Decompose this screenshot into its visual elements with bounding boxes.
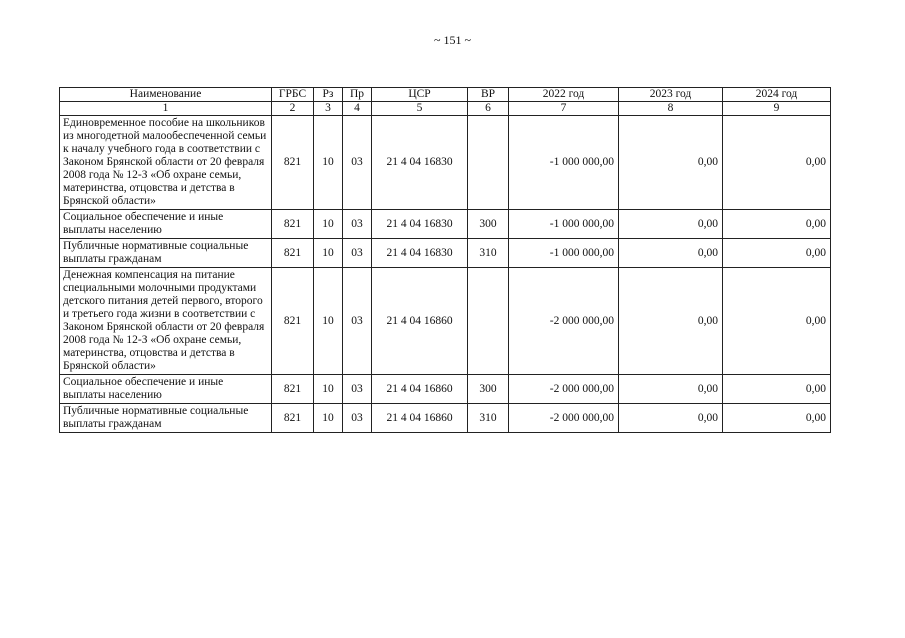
row-name: Единовременное пособие на школьников из многодетной малообеспеченной семьи к началу учебного года в соответствии с Законом Брянской области от 20 февраля 2008 года № 12-З «Об охране семьи, материнства, отцовства и детства в Брянской области» bbox=[60, 116, 272, 210]
row-rz: 10 bbox=[314, 116, 343, 210]
row-2023: 0,00 bbox=[619, 404, 723, 433]
header-pr: Пр bbox=[343, 88, 372, 102]
row-vr: 310 bbox=[468, 239, 509, 268]
row-csr: 21 4 04 16830 bbox=[372, 210, 468, 239]
header-name: Наименование bbox=[60, 88, 272, 102]
row-grbs: 821 bbox=[272, 239, 314, 268]
row-name: Денежная компенсация на питание специальными молочными продуктами детского питания детей первого, второго и третьего года жизни в соответствии с Законом Брянской области от 20 февраля 2008 года № 12-З «Об охране семьи, материнства, отцовства и детства в Брянской области» bbox=[60, 268, 272, 375]
budget-table bbox=[59, 87, 831, 433]
row-2022: -1 000 000,00 bbox=[509, 210, 619, 239]
page-number: ~ 151 ~ bbox=[434, 33, 471, 47]
row-rz: 10 bbox=[314, 239, 343, 268]
header-vr: ВР bbox=[468, 88, 509, 102]
row-2023: 0,00 bbox=[619, 268, 723, 375]
row-2023: 0,00 bbox=[619, 210, 723, 239]
column-number: 8 bbox=[619, 102, 723, 116]
header-row bbox=[60, 88, 831, 102]
row-pr: 03 bbox=[343, 375, 372, 404]
row-grbs: 821 bbox=[272, 404, 314, 433]
row-2023: 0,00 bbox=[619, 116, 723, 210]
row-pr: 03 bbox=[343, 239, 372, 268]
column-number: 5 bbox=[372, 102, 468, 116]
row-2024: 0,00 bbox=[723, 375, 831, 404]
row-2023: 0,00 bbox=[619, 375, 723, 404]
table-row bbox=[60, 404, 831, 433]
row-vr: 310 bbox=[468, 404, 509, 433]
row-grbs: 821 bbox=[272, 210, 314, 239]
row-2024: 0,00 bbox=[723, 210, 831, 239]
column-number: 7 bbox=[509, 102, 619, 116]
row-vr bbox=[468, 116, 509, 210]
table-row bbox=[60, 116, 831, 210]
row-grbs: 821 bbox=[272, 116, 314, 210]
row-rz: 10 bbox=[314, 210, 343, 239]
row-rz: 10 bbox=[314, 268, 343, 375]
column-number-row bbox=[60, 102, 831, 116]
row-2022: -1 000 000,00 bbox=[509, 239, 619, 268]
header-csr: ЦСР bbox=[372, 88, 468, 102]
row-vr: 300 bbox=[468, 375, 509, 404]
row-vr bbox=[468, 268, 509, 375]
table-row bbox=[60, 375, 831, 404]
header-2024: 2024 год bbox=[723, 88, 831, 102]
row-2022: -2 000 000,00 bbox=[509, 375, 619, 404]
row-2023: 0,00 bbox=[619, 239, 723, 268]
table-row bbox=[60, 210, 831, 239]
row-pr: 03 bbox=[343, 210, 372, 239]
row-csr: 21 4 04 16830 bbox=[372, 116, 468, 210]
header-2022: 2022 год bbox=[509, 88, 619, 102]
row-pr: 03 bbox=[343, 268, 372, 375]
row-rz: 10 bbox=[314, 404, 343, 433]
column-number: 3 bbox=[314, 102, 343, 116]
row-name: Социальное обеспечение и иные выплаты населению bbox=[60, 375, 272, 404]
row-grbs: 821 bbox=[272, 375, 314, 404]
row-2024: 0,00 bbox=[723, 404, 831, 433]
row-name: Социальное обеспечение и иные выплаты населению bbox=[60, 210, 272, 239]
row-csr: 21 4 04 16860 bbox=[372, 404, 468, 433]
row-2024: 0,00 bbox=[723, 116, 831, 210]
row-csr: 21 4 04 16860 bbox=[372, 268, 468, 375]
row-vr: 300 bbox=[468, 210, 509, 239]
row-pr: 03 bbox=[343, 404, 372, 433]
column-number: 6 bbox=[468, 102, 509, 116]
table-row bbox=[60, 268, 831, 375]
row-2022: -2 000 000,00 bbox=[509, 268, 619, 375]
row-name: Публичные нормативные социальные выплаты гражданам bbox=[60, 239, 272, 268]
column-number: 1 bbox=[60, 102, 272, 116]
column-number: 4 bbox=[343, 102, 372, 116]
header-grbs: ГРБС bbox=[272, 88, 314, 102]
row-grbs: 821 bbox=[272, 268, 314, 375]
row-csr: 21 4 04 16830 bbox=[372, 239, 468, 268]
row-2022: -1 000 000,00 bbox=[509, 116, 619, 210]
table-row bbox=[60, 239, 831, 268]
row-2024: 0,00 bbox=[723, 268, 831, 375]
header-2023: 2023 год bbox=[619, 88, 723, 102]
column-number: 9 bbox=[723, 102, 831, 116]
row-name: Публичные нормативные социальные выплаты гражданам bbox=[60, 404, 272, 433]
row-2022: -2 000 000,00 bbox=[509, 404, 619, 433]
row-csr: 21 4 04 16860 bbox=[372, 375, 468, 404]
column-number: 2 bbox=[272, 102, 314, 116]
row-pr: 03 bbox=[343, 116, 372, 210]
row-2024: 0,00 bbox=[723, 239, 831, 268]
header-rz: Рз bbox=[314, 88, 343, 102]
row-rz: 10 bbox=[314, 375, 343, 404]
